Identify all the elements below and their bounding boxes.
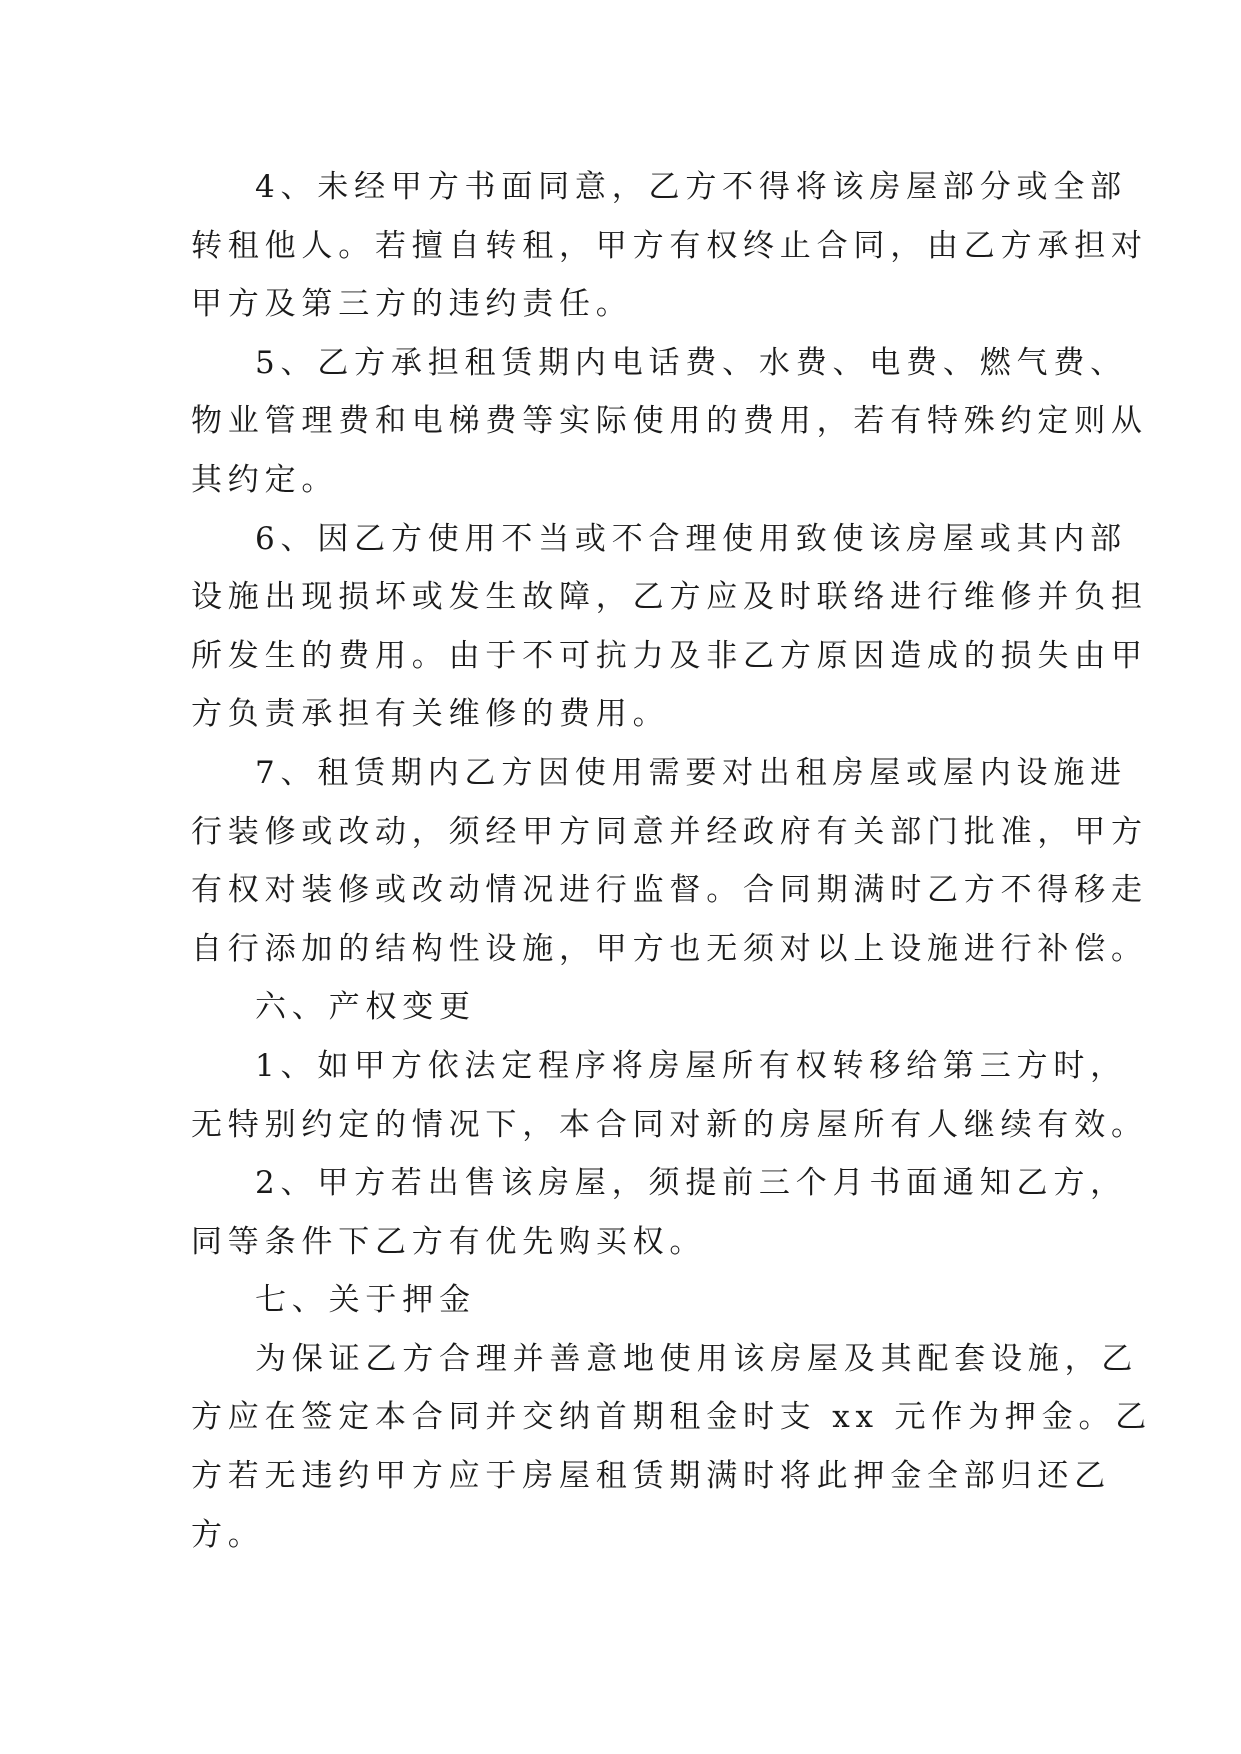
- section-heading-text: 六、产权变更: [255, 989, 476, 1026]
- document-body: [191, 158, 1153, 1564]
- text-line: 6、因乙方使用不当或不合理使用致使该房屋或其内部: [255, 520, 1127, 557]
- text-line: 5、乙方承担租赁期内电话费、水费、电费、燃气费、: [255, 344, 1127, 381]
- clause-paragraph: [191, 1330, 1153, 1564]
- clause-paragraph: [191, 1037, 1148, 1154]
- clause-paragraph: [191, 510, 1148, 744]
- text-line: 方应在签定本合同并交纳首期租金时支 xx 元作为押金。乙: [191, 1399, 1153, 1436]
- section-heading-text: 七、关于押金: [255, 1282, 476, 1319]
- text-line: 无特别约定的情况下，本合同对新的房屋所有人继续有效。: [191, 1106, 1148, 1143]
- text-line: 物业管理费和电梯费等实际使用的费用，若有特殊约定则从: [191, 403, 1148, 440]
- clause-paragraph: [191, 158, 1148, 334]
- section-heading: [191, 978, 1051, 1037]
- text-line: 转租他人。若擅自转租，甲方有权终止合同，由乙方承担对: [191, 227, 1148, 264]
- text-line: 方。: [191, 1516, 265, 1553]
- text-line: 同等条件下乙方有优先购买权。: [191, 1223, 707, 1260]
- text-line: 为保证乙方合理并善意地使用该房屋及其配套设施，乙: [255, 1340, 1139, 1377]
- text-line: 方若无违约甲方应于房屋租赁期满时将此押金全部归还乙: [191, 1458, 1111, 1495]
- section-heading: [191, 1271, 1051, 1330]
- text-line: 2、甲方若出售该房屋，须提前三个月书面通知乙方，: [255, 1165, 1127, 1202]
- text-line: 方负责承担有关维修的费用。: [191, 696, 670, 733]
- text-line: 其约定。: [191, 461, 339, 498]
- clause-paragraph: [191, 1154, 1127, 1271]
- text-line: 有权对装修或改动情况进行监督。合同期满时乙方不得移走: [191, 872, 1148, 909]
- text-line: 7、租赁期内乙方因使用需要对出租房屋或屋内设施进: [255, 754, 1127, 791]
- text-line: 1、如甲方依法定程序将房屋所有权转移给第三方时，: [255, 1047, 1127, 1084]
- text-line: 所发生的费用。由于不可抗力及非乙方原因造成的损失由甲: [191, 637, 1148, 674]
- clause-paragraph: [191, 334, 1148, 510]
- text-line: 自行添加的结构性设施，甲方也无须对以上设施进行补偿。: [191, 930, 1148, 967]
- clause-paragraph: [191, 744, 1148, 978]
- text-line: 设施出现损坏或发生故障，乙方应及时联络进行维修并负担: [191, 579, 1148, 616]
- text-line: 行装修或改动，须经甲方同意并经政府有关部门批准，甲方: [191, 813, 1148, 850]
- text-line: 甲方及第三方的违约责任。: [191, 286, 633, 323]
- text-line: 4、未经甲方书面同意，乙方不得将该房屋部分或全部: [255, 169, 1127, 205]
